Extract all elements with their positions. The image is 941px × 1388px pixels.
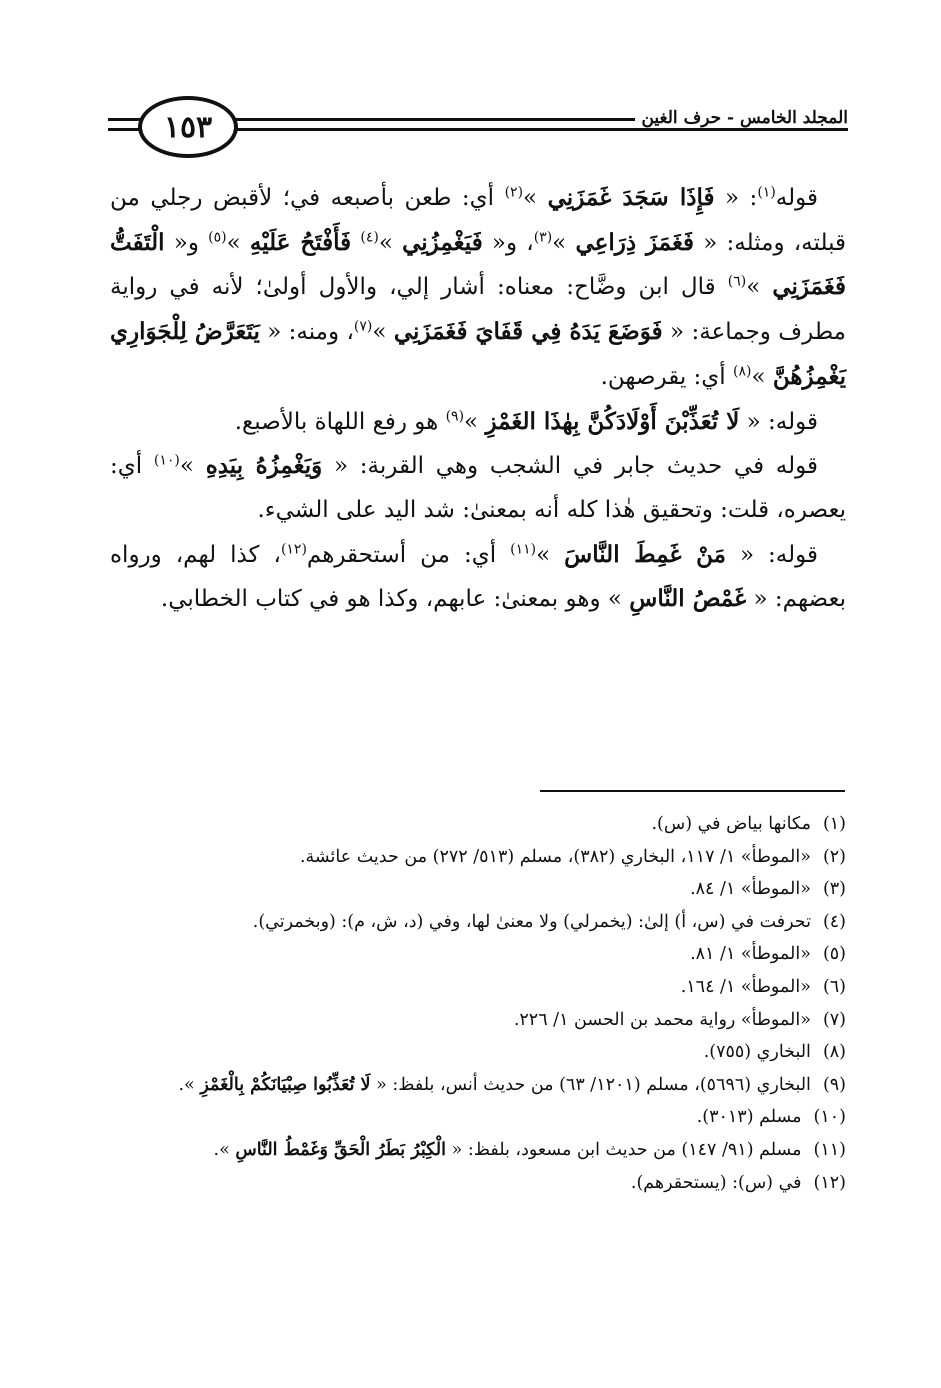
- footnote-number: (٢): [822, 846, 846, 867]
- footnote-text: مكانها بياض في (س).: [651, 814, 811, 834]
- footnote-number: (٧): [822, 1009, 846, 1030]
- footnote-item: [110, 841, 846, 874]
- footnote-number: (١): [822, 814, 846, 834]
- footnote-item: [110, 938, 846, 971]
- footnote-number: (١٢): [813, 1172, 846, 1193]
- paragraph: قوله: « لَا تُعَذِّبْنَ أَوْلَادَكُنَّ بِهٰذَا الغَمْزِ »$^{(٩)}$ هو رفع اللهاة بالأصبع.: [234, 407, 818, 435]
- footnote-separator: [540, 790, 845, 792]
- footnote-number: (٣): [822, 879, 846, 900]
- footnote-item: [110, 808, 846, 841]
- footnote-text: «الموطأ» ١/ ١٦٤.: [680, 976, 811, 997]
- running-title: المجلد الخامس - حرف الغين: [635, 108, 848, 128]
- footnote-text: مسلم (٩١/ ١٤٧) من حديث ابن مسعود، بلفظ: « الْكِبْرُ بَطَرُ الْحَقِّ وَغَمْطُ النَّاسِ ».: [213, 1139, 802, 1160]
- footnote-item: [110, 873, 846, 906]
- footnote-item: [110, 1036, 846, 1069]
- footnote-text: «الموطأ» ١/ ٨٤.: [690, 879, 811, 900]
- footnote-text: «الموطأ» ١/ ١١٧، البخاري (٣٨٢)، مسلم (٥١٣/ ٢٧٢) من حديث عائشة.: [299, 846, 811, 867]
- paragraph: قوله: « مَنْ غَمِطَ النَّاسَ »$^{(١١)}$ أي: من أستحقرهم$^{(١٢)}$، كذا لهم، ورواه بعضهم: « غَمْصُ النَّاسِ » وهو بمعنىٰ: عابهم، وكذا هو في كتاب الخطابي.: [110, 540, 846, 613]
- footnote-text: البخاري (٧٥٥).: [703, 1042, 811, 1063]
- paragraph: قوله في حديث جابر في الشجب وهي القربة: « وَيَغْمِزُهُ بِيَدِهِ »$^{(١٠)}$ أي: يعصره، قلت: وتحقيق هٰذا كله أنه بمعنىٰ: شد اليد على الشيء.: [110, 452, 846, 523]
- footnote-text: البخاري (٥٦٩٦)، مسلم (١٢٠١/ ٦٣) من حديث أنس، بلفظ: « لَا تُعَذِّبُوا صِبْيَانَكُمْ بِالْغَمْزِ ».: [178, 1074, 811, 1095]
- footnote-item: [110, 1134, 846, 1167]
- footnote-item: [110, 906, 846, 939]
- footnote-number: (٨): [822, 1042, 846, 1063]
- footnote-number: (٥): [822, 944, 846, 965]
- footnote-item: [110, 1069, 846, 1102]
- footnote-number: (١١): [813, 1139, 846, 1160]
- footnote-text: مسلم (٣٠١٣).: [696, 1107, 802, 1128]
- footnote-number: (٤): [822, 911, 846, 932]
- footnote-number: (٩): [822, 1074, 846, 1095]
- footnote-number: (٦): [822, 976, 846, 997]
- footnote-text: «الموطأ» رواية محمد بن الحسن ١/ ٢٢٦.: [513, 1009, 811, 1030]
- main-text: [110, 176, 846, 622]
- paragraph: قوله$^{(١)}$: « فَإِذَا سَجَدَ غَمَزَنِي »$^{(٢)}$ أي: طعن بأصبعه في؛ لأقبض رجلي من قبلته، ومثله: « فَغَمَزَ ذِرَاعِي »$^{(٣)}$، و« فَيَغْمِزُنِي »$^{(٤)}$ فَأَفْتَحُ عَلَيْهِ »$^{(٥)}$ و« الْتَفَتُّ فَغَمَزَنِي »$^{(٦)}$ قال ابن وضَّاح: معناه: أشار إلي، والأول أولىٰ؛ لأنه في رواية مطرف وجماعة: « فَوَضَعَ يَدَهُ فِي قَفَايَ فَغَمَزَنِي »$^{(٧)}$، ومنه: « يَتَعَرَّضُ لِلْجَوَارِي يَغْمِزُهُنَّ »$^{(٨)}$ أي: يقرصهن.: [110, 184, 847, 390]
- page-number: ١٥٣: [138, 96, 238, 158]
- footnote-number: (١٠): [813, 1107, 846, 1128]
- footnote-text: في (س): (يستحقرهم).: [630, 1172, 802, 1193]
- page-header: [108, 92, 848, 162]
- footnote-item: [110, 1004, 846, 1037]
- footnote-text: تحرفت في (س، أ) إلىٰ: (يخمرلي) ولا معنىٰ لها، وفي (د، ش، م): (وبخمرتي).: [252, 911, 811, 932]
- footnote-item: [110, 1167, 846, 1200]
- footnote-item: [110, 971, 846, 1004]
- footnote-item: [110, 1101, 846, 1134]
- footnotes: [110, 808, 846, 1199]
- footnote-text: «الموطأ» ١/ ٨١.: [690, 944, 811, 965]
